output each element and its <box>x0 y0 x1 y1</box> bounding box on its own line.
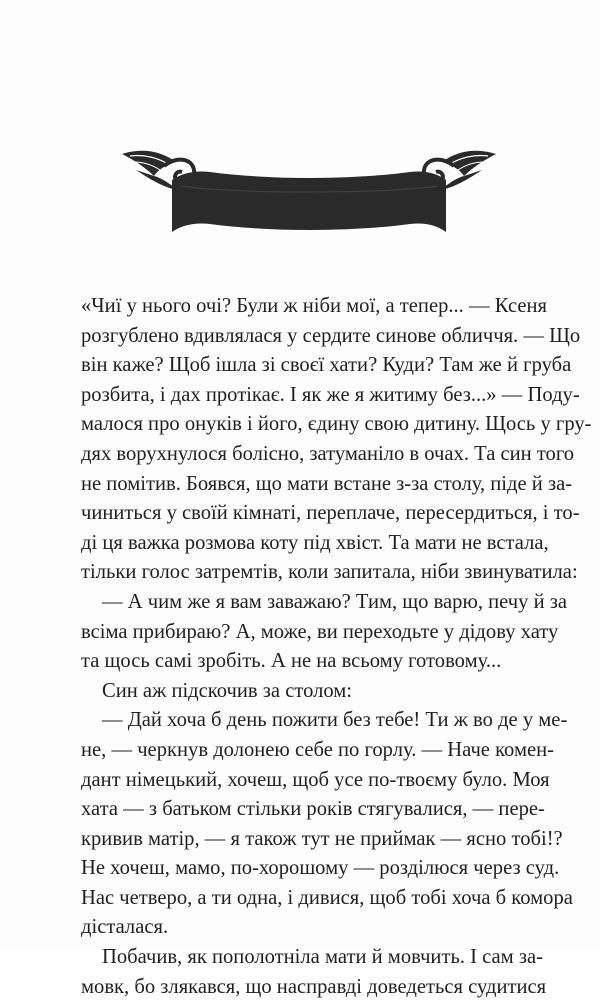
text-line: Побачив, як пополотніла мати й мовчить. І сам за- <box>102 946 543 969</box>
text-line: не, — черкнув долонею себе по горлу. — Наче комен- <box>81 738 555 761</box>
text-line: — А чим же я вам заважаю? Тим, що варю, печу й за <box>102 590 568 613</box>
text-line: — Дай хоча б день пожити без тебе! Ти ж во де у ме- <box>102 709 568 732</box>
text-line: не помітив. Боявся, що мати встане з-за столу, піде й за- <box>81 472 573 495</box>
paragraph <box>81 677 517 707</box>
text-line: дісталася. <box>81 916 169 939</box>
text-line: «Чиї у нього очі? Були ж ніби мої, а тепер... — Ксеня <box>81 295 547 317</box>
body-text <box>81 292 592 1002</box>
text-line: Нас четверо, а ти одна, і дивися, щоб тобі хоча б комора <box>81 886 573 909</box>
text-line: та щось самі зробіть. А не на всьому готовому... <box>81 650 502 673</box>
text-line: ді ця важка розмова коту під хвіст. Та мати не встала, <box>81 531 549 554</box>
text-line: тільки голос затремтів, коли запитала, ніби звинуватила: <box>81 561 578 584</box>
text-line: дях ворухнулося болісно, затуманіло в очах. Та син того <box>81 442 575 465</box>
text-line: малося про онуків і його, єдину свою дитину. Щось у гру- <box>81 413 592 436</box>
text-line: хата — з батьком стільки років стягувалися, — пере- <box>81 798 545 821</box>
paragraph <box>81 292 592 588</box>
paragraph <box>81 706 573 943</box>
text-line: мовк, бо злякався, що насправді доведеться судитися <box>81 975 547 998</box>
text-line: кривив матір, — я також тут не приймак — ясно тобі!? <box>81 827 563 850</box>
text-line: Не хочеш, мамо, по-хорошому — розділюся через суд. <box>81 857 560 880</box>
text-line: Син аж підскочив за столом: <box>102 679 353 702</box>
text-line: всіма прибираю? А, може, ви переходьте у дідову хату <box>81 620 559 643</box>
ribbon-banner-ornament-icon <box>120 140 498 244</box>
paragraph <box>81 588 568 677</box>
text-line: розгублено вдивлялася у сердите синове обличчя. — Що <box>81 324 581 347</box>
text-line: чиниться у своїй кімнаті, переплаче, пересердиться, і то- <box>81 502 580 525</box>
paragraph <box>81 943 547 1002</box>
text-line: дант німецький, хочеш, щоб усе по-твоєму було. Моя <box>81 768 550 791</box>
text-line: розбита, і дах протікає. І як же я житиму без...» — Поду- <box>81 383 580 406</box>
text-line: він каже? Щоб ішла зі своєї хати? Куди? Там же й груба <box>81 354 572 377</box>
